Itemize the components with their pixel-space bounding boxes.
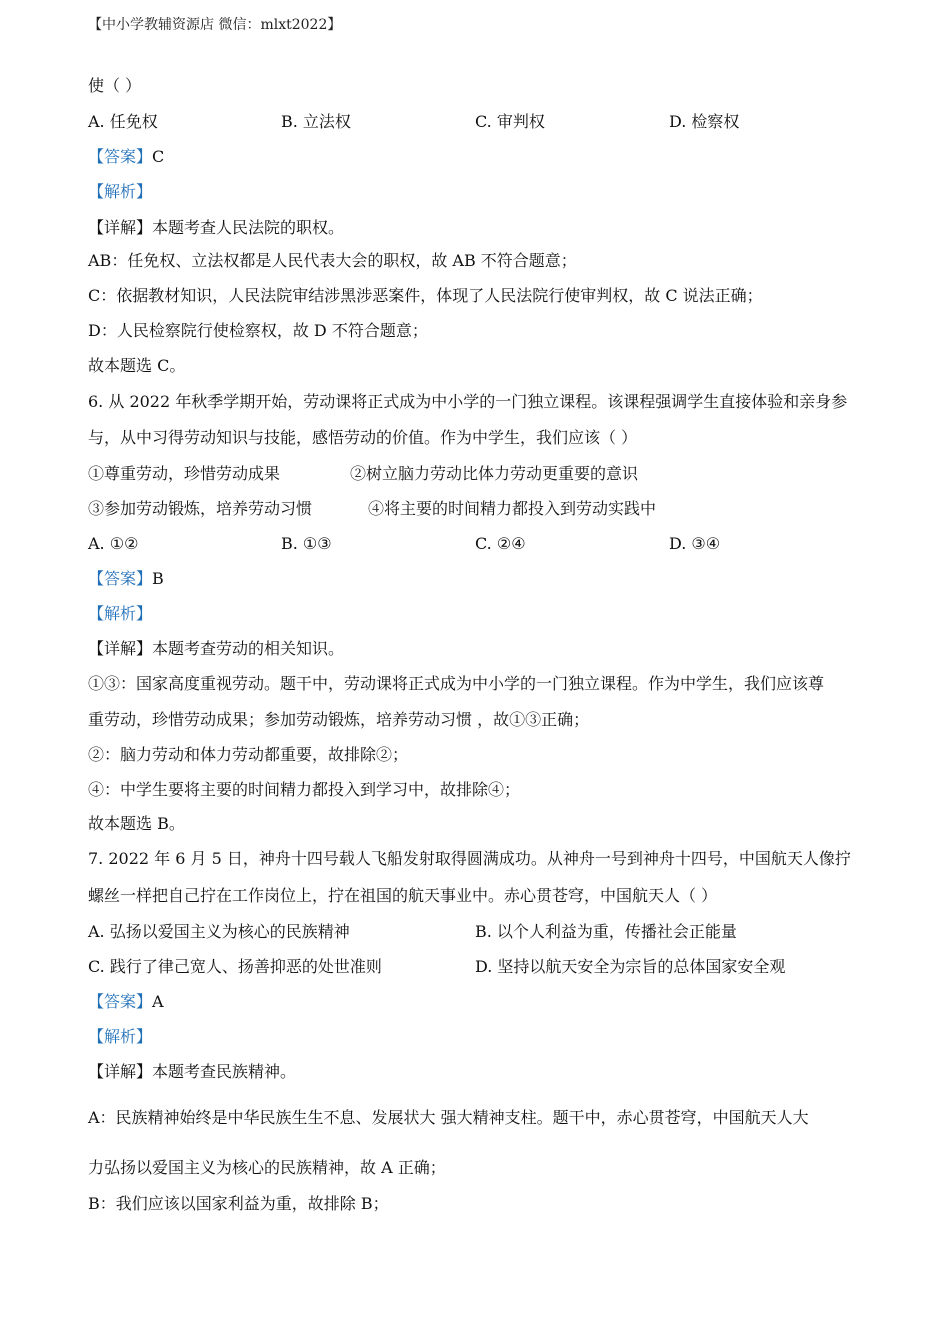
- detail-text: 本题考查劳动的相关知识。: [152, 639, 345, 658]
- analysis-tag: 【解析】: [88, 182, 153, 201]
- q6-line-5: 故本题选 B。: [88, 814, 185, 833]
- q6-item-1: ①尊重劳动，珍惜劳动成果: [88, 464, 281, 483]
- page-header: 【中小学教辅资源店 微信：mlxt2022】: [88, 17, 342, 33]
- q5-option-c: C. 审判权: [475, 112, 545, 131]
- q6-item-3: ③参加劳动锻炼，培养劳动习惯: [88, 499, 313, 518]
- answer-tag: 【答案】: [88, 147, 153, 166]
- answer-tag: 【答案】: [88, 992, 153, 1011]
- q6-line-3: ②：脑力劳动和体力劳动都重要，故排除②；: [88, 745, 409, 764]
- detail-tag: 【详解】: [88, 218, 153, 237]
- q6-stem-1: 6. 从 2022 年秋季学期开始，劳动课将正式成为中小学的一门独立课程。该课程强调学生直接体验和亲身参: [88, 392, 848, 411]
- q7-option-b: B. 以个人利益为重，传播社会正能量: [475, 922, 737, 941]
- q6-line-2: 重劳动，珍惜劳动成果；参加劳动锻炼，培养劳动习惯 ，故①③正确；: [88, 710, 590, 729]
- detail-tag: 【详解】: [88, 1062, 153, 1081]
- answer-value: C: [152, 147, 165, 166]
- analysis-tag: 【解析】: [88, 604, 153, 623]
- q6-stem-2: 与，从中习得劳动知识与技能，感悟劳动的价值。作为中学生，我们应该（ ）: [88, 428, 638, 447]
- q5-line-2: C：依据教材知识，人民法院审结涉黑涉恶案件，体现了人民法院行使审判权，故 C 说法正确；: [88, 286, 763, 305]
- q5-option-a: A. 任免权: [88, 112, 158, 131]
- q7-analysis-tag: [88, 1027, 152, 1047]
- q5-answer: [88, 147, 164, 167]
- q6-item-4: ④将主要的时间精力都投入到劳动实践中: [368, 499, 657, 518]
- answer-value: A: [152, 992, 164, 1011]
- q7-stem-1: 7. 2022 年 6 月 5 日，神舟十四号载人飞船发射取得圆满成功。从神舟一号到神舟十四号，中国航天人像拧: [88, 849, 851, 868]
- q5-option-b: B. 立法权: [281, 112, 351, 131]
- q6-detail: [88, 639, 344, 659]
- q6-analysis-tag: [88, 604, 152, 624]
- q5-line-1: AB：任免权、立法权都是人民代表大会的职权，故 AB 不符合题意；: [88, 251, 577, 270]
- q5-detail: [88, 218, 344, 238]
- q5-line-3: D：人民检察院行使检察权，故 D 不符合题意；: [88, 321, 428, 340]
- q5-line-4: 故本题选 C。: [88, 356, 186, 375]
- answer-value: B: [152, 569, 164, 588]
- q6-option-a: A. ①②: [88, 534, 139, 553]
- detail-text: 本题考查民族精神。: [152, 1062, 297, 1081]
- q6-option-c: C. ②④: [475, 534, 526, 553]
- q5-analysis-tag: [88, 182, 152, 202]
- q6-item-2: ②树立脑力劳动比体力劳动更重要的意识: [350, 464, 639, 483]
- q7-option-d: D. 坚持以航天安全为宗旨的总体国家安全观: [475, 957, 786, 976]
- detail-text: 本题考查人民法院的职权。: [152, 218, 345, 237]
- q6-option-b: B. ①③: [281, 534, 332, 553]
- q6-answer: [88, 569, 164, 589]
- q5-option-d: D. 检察权: [669, 112, 740, 131]
- q7-option-c: C. 践行了律己宽人、扬善抑恶的处世准则: [88, 957, 382, 976]
- q6-option-d: D. ③④: [669, 534, 721, 553]
- q7-stem-2: 螺丝一样把自己拧在工作岗位上，拧在祖国的航天事业中。赤心贯苍穹，中国航天人（ ）: [88, 886, 718, 905]
- q7-option-a: A. 弘扬以爱国主义为核心的民族精神: [88, 922, 350, 941]
- q7-answer: [88, 992, 164, 1012]
- q6-line-4: ④：中学生要将主要的时间精力都投入到学习中，故排除④；: [88, 780, 521, 799]
- q7-line-3: B：我们应该以国家利益为重，故排除 B；: [88, 1194, 389, 1213]
- q7-detail: [88, 1062, 296, 1082]
- detail-tag: 【详解】: [88, 639, 153, 658]
- q7-line-1: A：民族精神始终是中华民族生生不息、发展状大 强大精神支柱。题干中，赤心贯苍穹，中国航天人大: [88, 1108, 809, 1127]
- answer-tag: 【答案】: [88, 569, 153, 588]
- q5-stem-tail: 使（ ）: [88, 76, 142, 95]
- analysis-tag: 【解析】: [88, 1027, 153, 1046]
- q7-line-2: 力弘扬以爱国主义为核心的民族精神，故 A 正确；: [88, 1158, 446, 1177]
- q6-line-1: ①③：国家高度重视劳动。题干中，劳动课将正式成为中小学的一门独立课程。作为中学生，我们应该尊: [88, 674, 825, 693]
